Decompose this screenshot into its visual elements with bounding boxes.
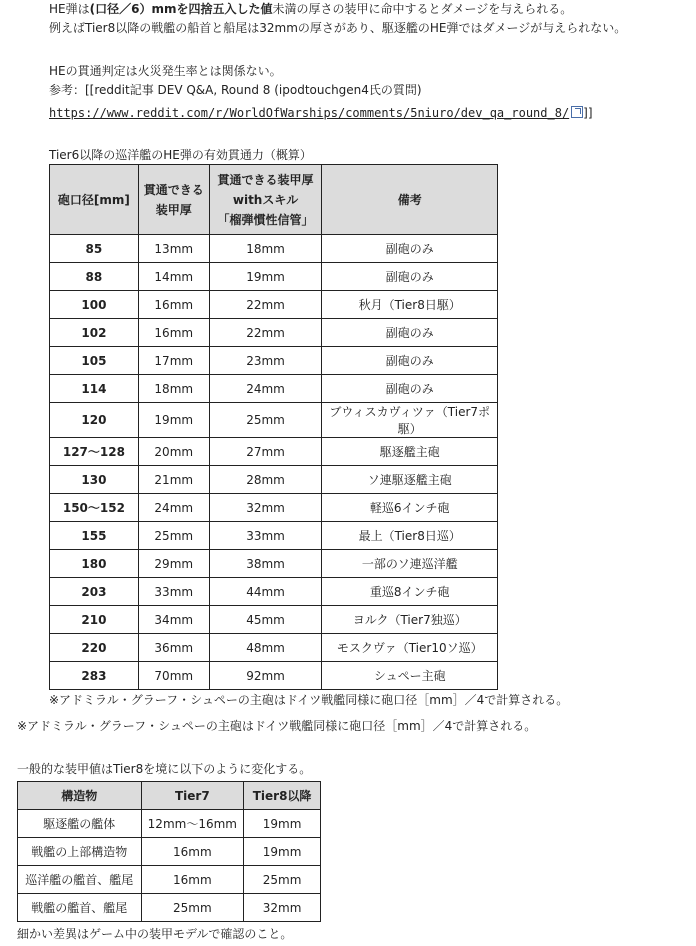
cell-structure: 戦艦の上部構造物 xyxy=(18,838,142,866)
reddit-link[interactable]: https://www.reddit.com/r/WorldOfWarships/comments/5niuro/dev_qa_round_8/ xyxy=(49,106,570,120)
cell-penetration: 20mm xyxy=(138,438,209,466)
intro-line-1: HE弾は(口径／6）mmを四捨五入した値未満の厚さの装甲に命中するとダメージを与えられる。 xyxy=(49,2,573,16)
cell-caliber: 210 xyxy=(50,606,139,634)
cell-note: 最上（Tier8日巡） xyxy=(322,522,498,550)
cell-tier8: 32mm xyxy=(244,894,321,922)
cell-note: 駆逐艦主砲 xyxy=(322,438,498,466)
cell-penetration-skill: 28mm xyxy=(209,466,322,494)
cell-structure: 戦艦の艦首、艦尾 xyxy=(18,894,142,922)
header-penetration: 貫通できる 装甲厚 xyxy=(138,165,209,235)
cell-penetration-skill: 45mm xyxy=(209,606,322,634)
cell-penetration-skill: 18mm xyxy=(209,235,322,263)
cell-caliber: 150～152 xyxy=(50,494,139,522)
cell-tier7: 25mm xyxy=(141,894,244,922)
table-row xyxy=(50,438,498,466)
external-link-icon[interactable] xyxy=(571,106,583,118)
table-row xyxy=(18,810,321,838)
cell-caliber: 100 xyxy=(50,291,139,319)
cell-note: 軽巡6インチ砲 xyxy=(322,494,498,522)
header-note: 備考 xyxy=(322,165,498,235)
cell-caliber: 180 xyxy=(50,550,139,578)
cell-caliber: 85 xyxy=(50,235,139,263)
cell-penetration-skill: 44mm xyxy=(209,578,322,606)
cell-note: 副砲のみ xyxy=(322,375,498,403)
cell-note: ヨルク（Tier7独巡） xyxy=(322,606,498,634)
cell-penetration-skill: 23mm xyxy=(209,347,322,375)
table-row xyxy=(50,662,498,690)
cell-note: 一部のソ連巡洋艦 xyxy=(322,550,498,578)
cell-penetration-skill: 33mm xyxy=(209,522,322,550)
cell-tier7: 12mm～16mm xyxy=(141,810,244,838)
cell-penetration: 13mm xyxy=(138,235,209,263)
cell-caliber: 105 xyxy=(50,347,139,375)
cell-penetration-skill: 92mm xyxy=(209,662,322,690)
cell-note: 副砲のみ xyxy=(322,263,498,291)
cell-caliber: 88 xyxy=(50,263,139,291)
cell-penetration-skill: 19mm xyxy=(209,263,322,291)
header-penetration-skill: 貫通できる装甲厚 withスキル 「榴弾慣性信管」 xyxy=(209,165,322,235)
cell-note: シュペー主砲 xyxy=(322,662,498,690)
header-structure: 構造物 xyxy=(18,782,142,810)
table-row xyxy=(50,263,498,291)
cell-penetration: 70mm xyxy=(138,662,209,690)
table2-caption: 一般的な装甲値はTier8を境に以下のように変化する。 xyxy=(17,762,312,776)
cell-penetration-skill: 32mm xyxy=(209,494,322,522)
cell-penetration-skill: 27mm xyxy=(209,438,322,466)
cell-penetration: 16mm xyxy=(138,319,209,347)
table-row xyxy=(50,522,498,550)
table1-footnote: ※アドミラル・グラーフ・シュペーの主砲はドイツ戦艦同様に砲口径［mm］／4で計算される。 xyxy=(49,693,569,707)
table-row xyxy=(50,494,498,522)
cell-caliber: 102 xyxy=(50,319,139,347)
cell-penetration-skill: 25mm xyxy=(209,403,322,438)
table-row xyxy=(50,466,498,494)
cell-penetration: 24mm xyxy=(138,494,209,522)
header-tier7: Tier7 xyxy=(141,782,244,810)
cell-caliber: 283 xyxy=(50,662,139,690)
table-row xyxy=(18,838,321,866)
cell-penetration: 33mm xyxy=(138,578,209,606)
reference-line: 参考：[[reddit記事 DEV Q&A, Round 8 (ipodtouchgen4氏の質問) xyxy=(49,83,422,97)
table2-header-row xyxy=(18,782,321,810)
he-penetration-table xyxy=(49,164,498,690)
header-caliber: 砲口径[mm] xyxy=(50,165,139,235)
cell-note: ブウィスカヴィツァ（Tier7ポ駆） xyxy=(322,403,498,438)
intro-line-2: 例えばTier8以降の戦艦の船首と船尾は32mmの厚さがあり、駆逐艦のHE弾ではダメージが与えられない。 xyxy=(49,21,627,35)
cell-penetration: 16mm xyxy=(138,291,209,319)
cell-note: 副砲のみ xyxy=(322,347,498,375)
cell-note: モスクヴァ（Tier10ソ巡） xyxy=(322,634,498,662)
cell-note: 副砲のみ xyxy=(322,235,498,263)
header-tier8: Tier8以降 xyxy=(244,782,321,810)
cell-penetration-skill: 48mm xyxy=(209,634,322,662)
cell-penetration: 36mm xyxy=(138,634,209,662)
cell-tier8: 19mm xyxy=(244,838,321,866)
footnote-repeat: ※アドミラル・グラーフ・シュペーの主砲はドイツ戦艦同様に砲口径［mm］／4で計算される。 xyxy=(17,719,537,733)
cell-penetration-skill: 22mm xyxy=(209,319,322,347)
cell-caliber: 127～128 xyxy=(50,438,139,466)
cell-penetration-skill: 22mm xyxy=(209,291,322,319)
cell-note: 秋月（Tier8日駆） xyxy=(322,291,498,319)
armor-values-table xyxy=(17,781,321,922)
cell-tier8: 19mm xyxy=(244,810,321,838)
table-row xyxy=(50,319,498,347)
table-row xyxy=(18,894,321,922)
cell-penetration: 18mm xyxy=(138,375,209,403)
cell-tier7: 16mm xyxy=(141,866,244,894)
cell-penetration: 17mm xyxy=(138,347,209,375)
table-row xyxy=(18,866,321,894)
closing-note: 細かい差異はゲーム中の装甲モデルで確認のこと。 xyxy=(17,927,293,941)
cell-penetration-skill: 24mm xyxy=(209,375,322,403)
table-row xyxy=(50,606,498,634)
cell-tier7: 16mm xyxy=(141,838,244,866)
table-row xyxy=(50,375,498,403)
cell-tier8: 25mm xyxy=(244,866,321,894)
cell-caliber: 114 xyxy=(50,375,139,403)
cell-caliber: 120 xyxy=(50,403,139,438)
cell-penetration: 14mm xyxy=(138,263,209,291)
cell-caliber: 203 xyxy=(50,578,139,606)
cell-penetration: 19mm xyxy=(138,403,209,438)
cell-note: 重巡8インチ砲 xyxy=(322,578,498,606)
table-row xyxy=(50,235,498,263)
cell-penetration-skill: 38mm xyxy=(209,550,322,578)
table-row xyxy=(50,550,498,578)
cell-penetration: 25mm xyxy=(138,522,209,550)
cell-caliber: 155 xyxy=(50,522,139,550)
cell-penetration: 34mm xyxy=(138,606,209,634)
table-row xyxy=(50,347,498,375)
cell-note: ソ連駆逐艦主砲 xyxy=(322,466,498,494)
table-row xyxy=(50,578,498,606)
cell-caliber: 130 xyxy=(50,466,139,494)
table-row xyxy=(50,403,498,438)
reference-url-line: https://www.reddit.com/r/WorldOfWarships/comments/5niuro/dev_qa_round_8/ ]] xyxy=(49,106,593,120)
cell-caliber: 220 xyxy=(50,634,139,662)
cell-penetration: 29mm xyxy=(138,550,209,578)
table-row xyxy=(50,634,498,662)
table1-header-row xyxy=(50,165,498,235)
cell-penetration: 21mm xyxy=(138,466,209,494)
table-row xyxy=(50,291,498,319)
cell-note: 副砲のみ xyxy=(322,319,498,347)
intro-line-3: HEの貫通判定は火災発生率とは関係ない。 xyxy=(49,64,282,78)
table1-caption: Tier6以降の巡洋艦のHE弾の有効貫通力（概算） xyxy=(49,148,312,162)
cell-structure: 駆逐艦の艦体 xyxy=(18,810,142,838)
cell-structure: 巡洋艦の艦首、艦尾 xyxy=(18,866,142,894)
